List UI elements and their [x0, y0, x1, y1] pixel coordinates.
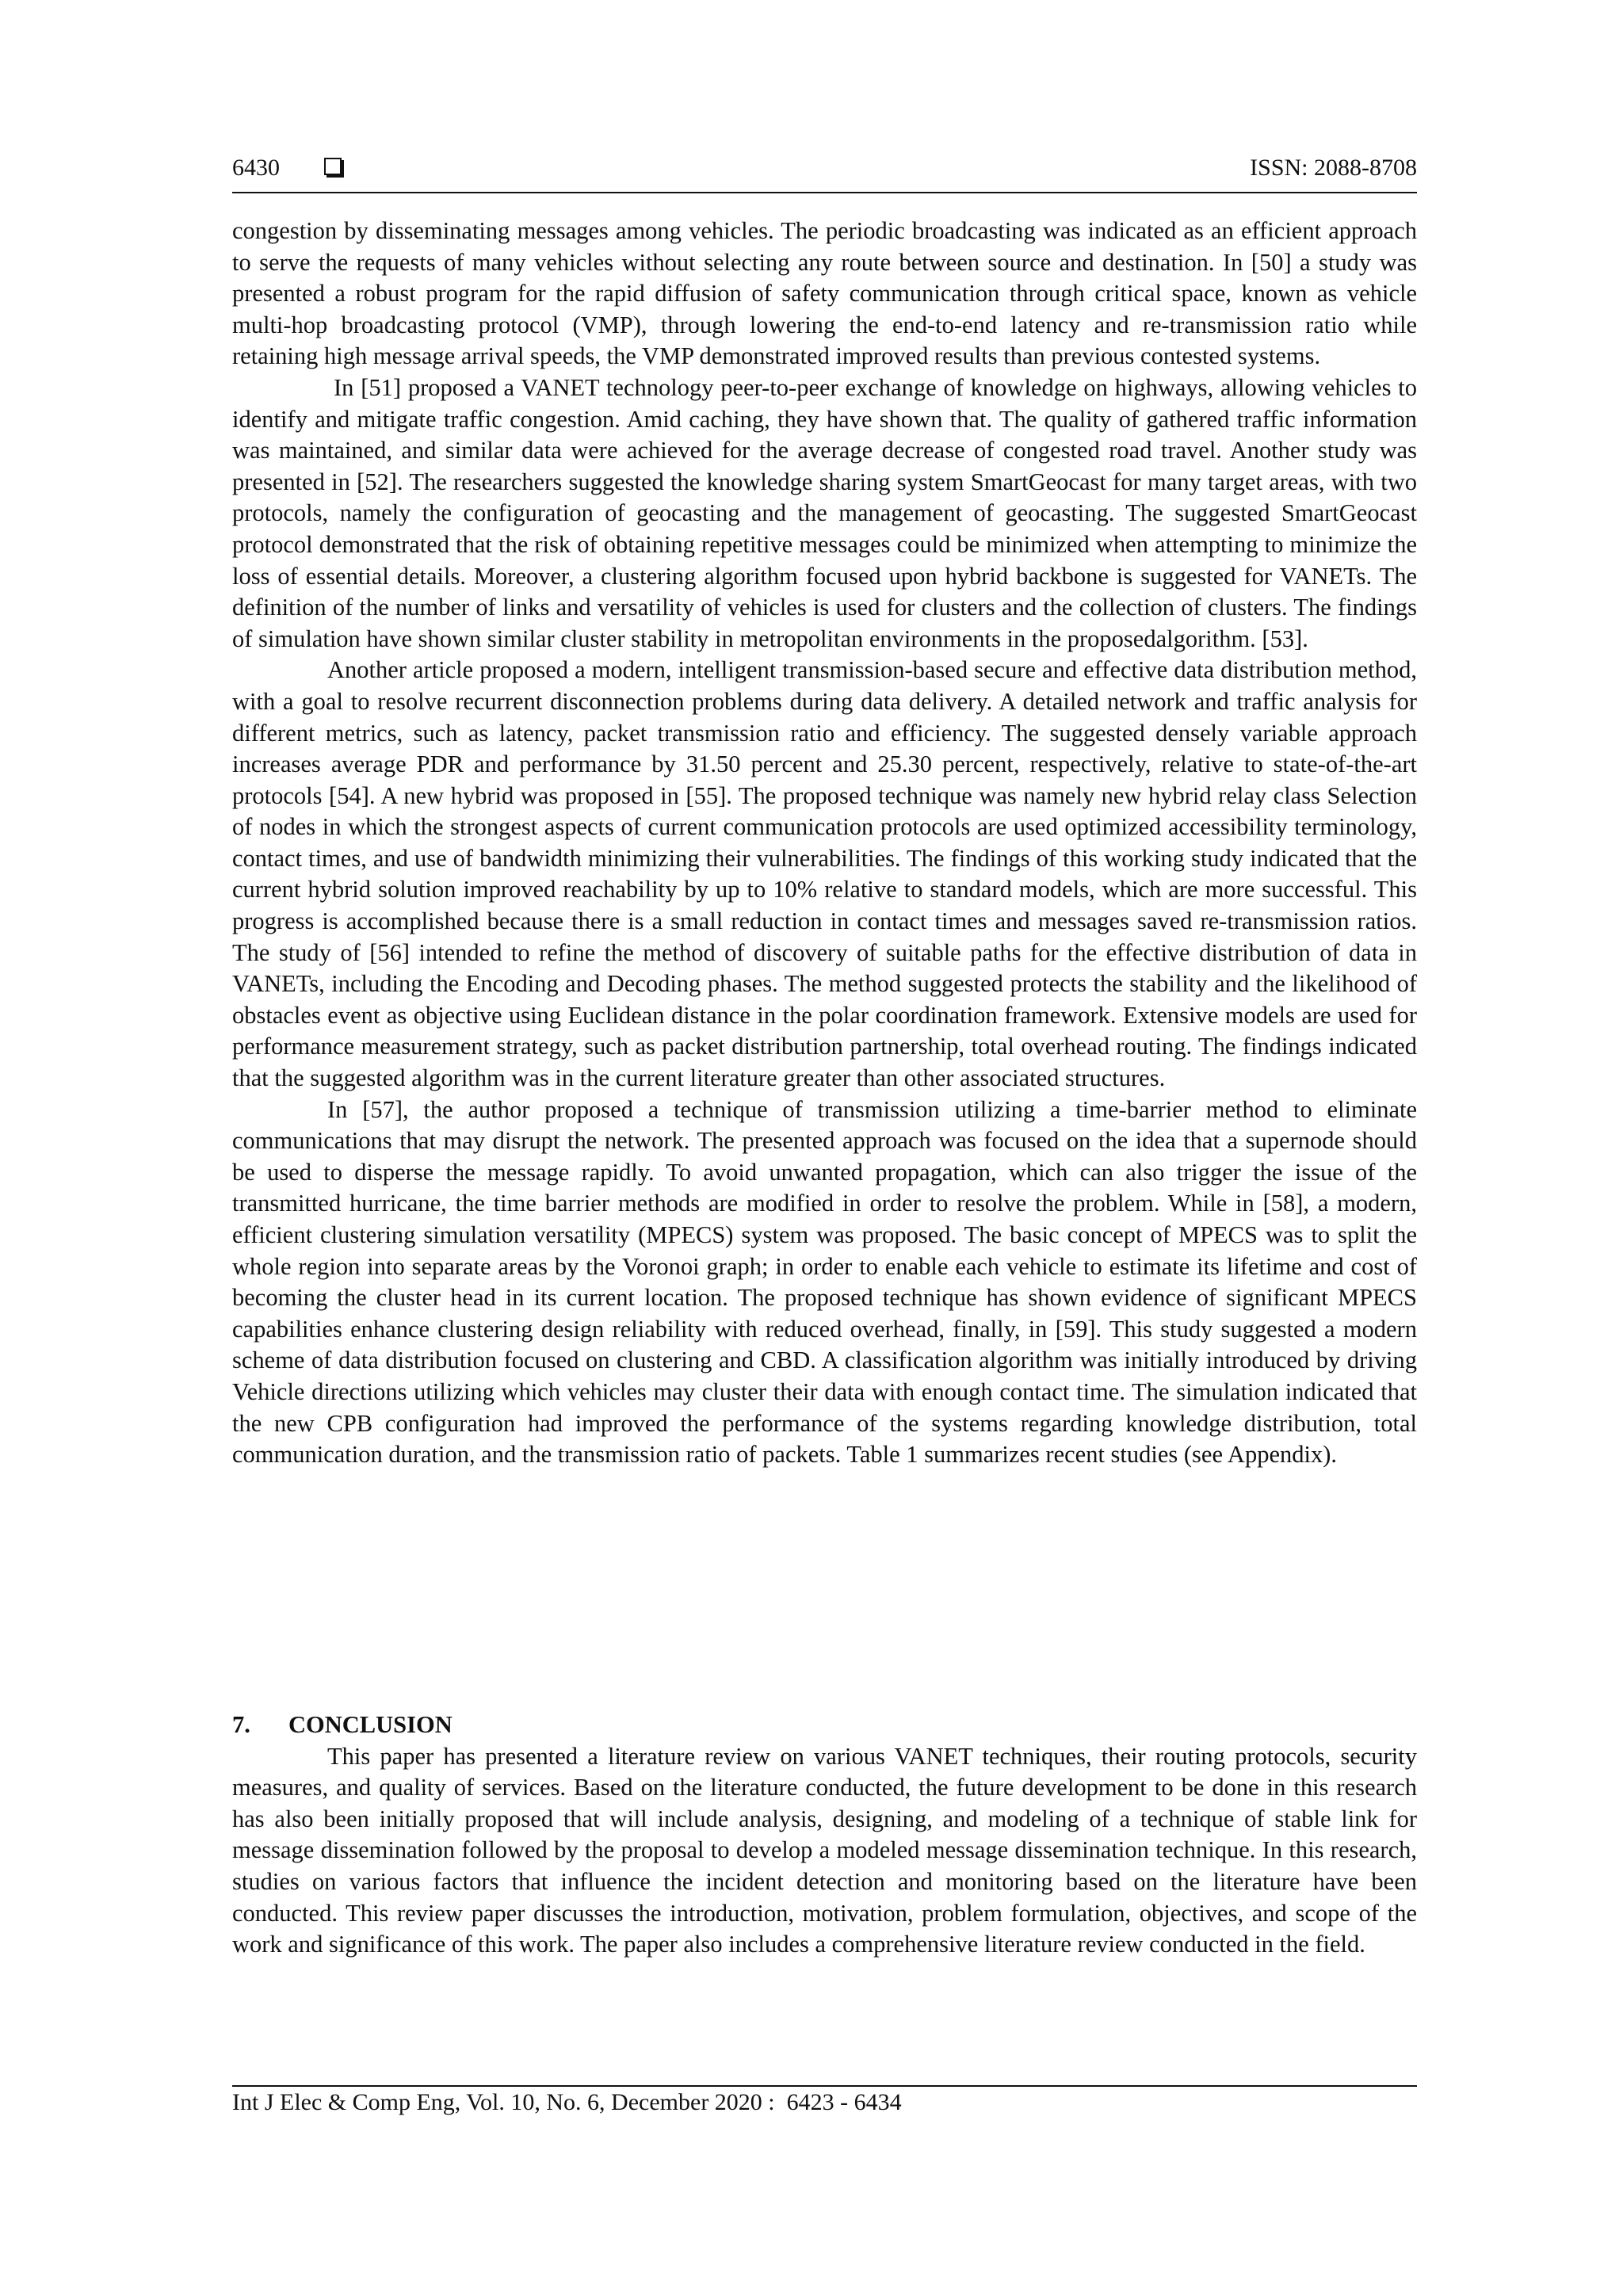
footer-rule: [232, 2085, 1417, 2087]
section-title: CONCLUSION: [288, 1711, 453, 1738]
body-text: [232, 216, 1417, 1471]
paragraph-3: Another article proposed a modern, intelligent transmission-based secure and effective data distribution method, with a goal to resolve recurrent disconnection problems during data delivery. A detailed network and traffic analysis for different metrics, such as latency, packet transmission ratio and efficiency. The suggested densely variable approach increases average PDR and performance by 31.50 percent and 25.30 percent, respectively, relative to state-of-the-art protocols [54]. A new hybrid was proposed in [55]. The proposed technique was namely new hybrid relay class Selection of nodes in which the strongest aspects of current communication protocols are used optimized accessibility terminology, contact times, and use of bandwidth minimizing their vulnerabilities. The findings of this working study indicated that the current hybrid solution improved reachability by up to 10% relative to standard models, which are more successful. This progress is accomplished because there is a small reduction in contact times and messages saved re-transmission ratios. The study of [56] intended to refine the method of discovery of suitable paths for the effective distribution of data in VANETs, including the Encoding and Decoding phases. The method suggested protects the stability and the likelihood of obstacles event as objective using Euclidean distance in the polar coordination framework. Extensive models are used for performance measurement strategy, such as packet distribution partnership, total overhead routing. The findings indicated that the suggested algorithm was in the current literature greater than other associated structures.: [232, 656, 1417, 1092]
paragraph-4: In [57], the author proposed a technique of transmission utilizing a time-barrier method to eliminate communications that may disrupt the network. The presented approach was focused on the idea that a supernode should be used to disperse the message rapidly. To avoid unwanted propagation, which can also trigger the issue of the transmitted hurricane, the time barrier methods are modified in order to resolve the problem. While in [58], a modern, efficient clustering simulation versatility (MPECS) system was proposed. The basic concept of MPECS was to split the whole region into separate areas by the Voronoi graph; in order to enable each vehicle to estimate its lifetime and cost of becoming the cluster head in its current location. The proposed technique has shown evidence of significant MPECS capabilities enhance clustering design reliability with reduced overhead, finally, in [59]. This study suggested a modern scheme of data distribution focused on clustering and CBD. A classification algorithm was initially introduced by driving Vehicle directions utilizing which vehicles may cluster their data with enough contact time. The simulation indicated that the new CPB configuration had improved the performance of the systems regarding knowledge distribution, total communication duration, and the transmission ratio of packets. Table 1 summarizes recent studies (see Appendix).: [232, 1095, 1417, 1469]
box-bullet-icon: [324, 158, 342, 175]
running-footer: Int J Elec & Comp Eng, Vol. 10, No. 6, December 2020 : 6423 - 6434: [232, 2089, 902, 2115]
paragraph-1: congestion by disseminating messages among vehicles. The periodic broadcasting was indicated as an efficient approach to serve the requests of many vehicles without selecting any route between source and destination. In [50] a study was presented a robust program for the rapid diffusion of safety communication through critical space, known as vehicle multi-hop broadcasting protocol (VMP), through lowering the end-to-end latency and re-transmission ratio while retaining high message arrival speeds, the VMP demonstrated improved results than previous contested systems.: [232, 217, 1417, 370]
page-number: 6430: [232, 155, 280, 181]
conclusion-paragraph: This paper has presented a literature review on various VANET techniques, their routing protocols, security measures, and quality of services. Based on the literature conducted, the future development to be done in this research has also been initially proposed that will include analysis, designing, and modeling of a technique of stable link for message dissemination followed by the proposal to develop a modeled message dissemination technique. In this research, studies on various factors that influence the incident detection and monitoring based on the literature have been conducted. This review paper discusses the introduction, motivation, problem formulation, objectives, and scope of the work and significance of this work. The paper also includes a comprehensive literature review conducted in the field.: [232, 1742, 1417, 1958]
conclusion-section: [232, 1710, 1417, 1961]
section-number: 7.: [232, 1711, 250, 1738]
header-rule: [232, 192, 1417, 193]
section-heading: [232, 1710, 1417, 1741]
running-header: [232, 155, 1417, 194]
paragraph-2: In [51] proposed a VANET technology peer-to-peer exchange of knowledge on highways, allowing vehicles to identify and mitigate traffic congestion. Amid caching, they have shown that. The quality of gathered traffic information was maintained, and similar data were achieved for the average decrease of congested road travel. Another study was presented in [52]. The researchers suggested the knowledge sharing system SmartGeocast for many target areas, with two protocols, namely the configuration of geocasting and the management of geocasting. The suggested SmartGeocast protocol demonstrated that the risk of obtaining repetitive messages could be minimized when attempting to minimize the loss of essential details. Moreover, a clustering algorithm focused upon hybrid backbone is suggested for VANETs. The definition of the number of links and versatility of vehicles is used for clusters and the collection of clusters. The findings of simulation have shown similar cluster stability in metropolitan environments in the proposedalgorithm. [53].: [232, 373, 1417, 652]
issn-label: ISSN: 2088-8708: [1250, 155, 1417, 181]
